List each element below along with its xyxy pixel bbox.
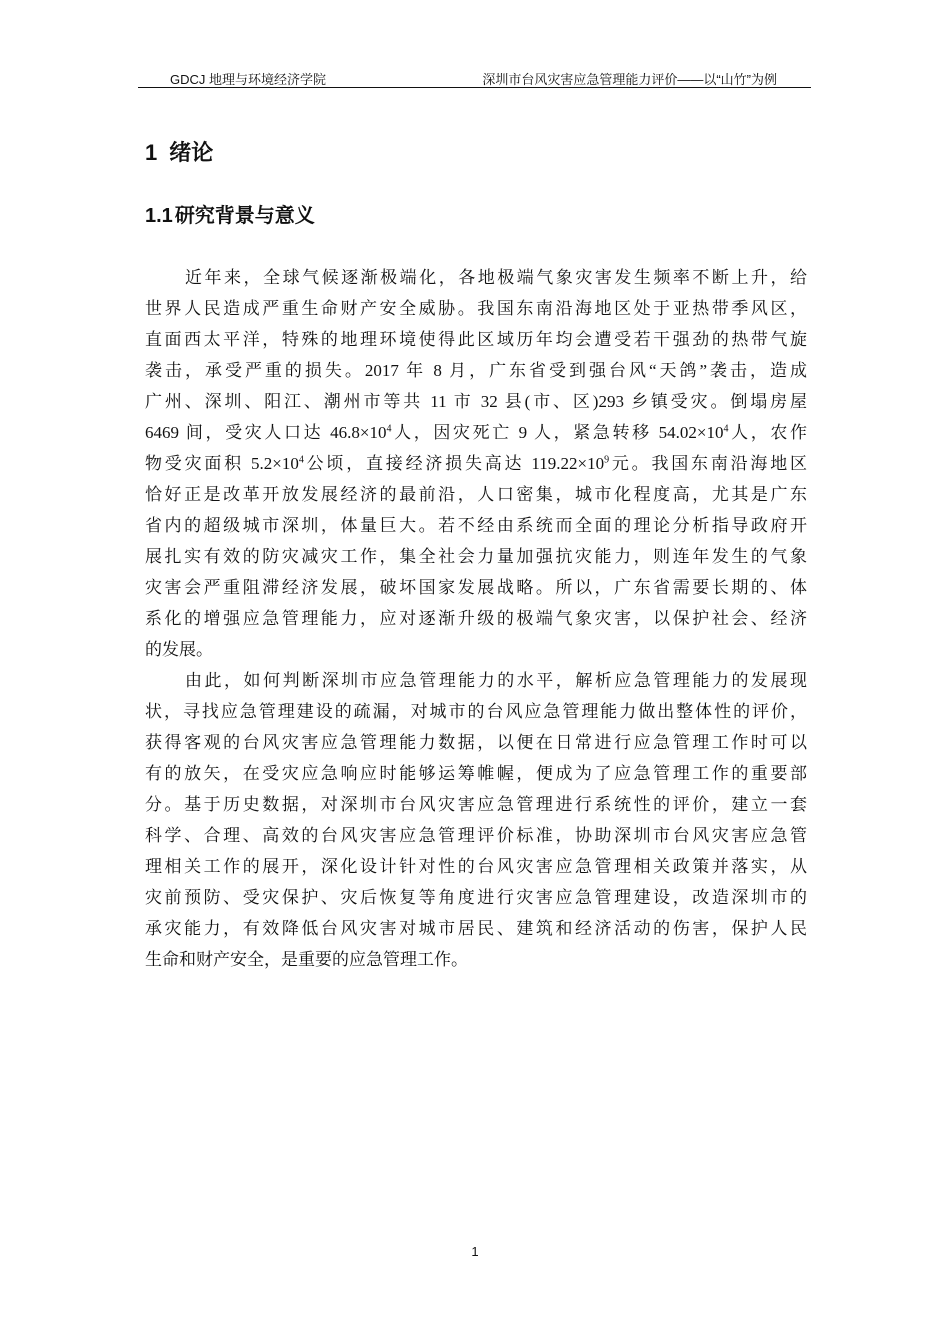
text-line: 状，寻找应急管理建设的疏漏，对城市的台风应急管理能力做出整体性的评价， [145, 702, 807, 721]
chapter-heading [145, 136, 213, 167]
text-run: 人，因灾死亡 9 人，紧急转移 54.02×10 [391, 423, 724, 442]
body-text [145, 262, 807, 975]
text-line [145, 448, 807, 479]
text-line: 展扎实有效的防灾减灾工作，集全社会力量加强抗灾能力，则连年发生的气象 [145, 547, 807, 566]
header-thesis-title: 深圳市台风灾害应急管理能力评价——以“山竹”为例 [482, 72, 777, 87]
text-line: 近年来，全球气候逐渐极端化，各地极端气象灾害发生频率不断上升，给 [185, 268, 807, 287]
text-line: 世界人民造成严重生命财产安全威胁。我国东南沿海地区处于亚热带季风区， [145, 299, 807, 318]
text-line: 的发展。 [145, 640, 213, 659]
superscript-exponent: 4 [723, 423, 729, 435]
page-number: 1 [471, 1244, 479, 1259]
text-line: 有的放矢，在受灾应急响应时能够运筹帷幄，便成为了应急管理工作的重要部 [145, 764, 807, 783]
text-line: 生命和财产安全，是重要的应急管理工作。 [145, 950, 468, 969]
text-run: 物受灾面积 5.2×10 [145, 454, 299, 473]
text-line: 广州、深圳、阳江、潮州市等共 11 市 32 县(市、区)293 乡镇受灾。倒塌房屋 [145, 392, 807, 411]
superscript-exponent: 4 [298, 454, 304, 466]
page-header [138, 66, 811, 88]
section-heading [145, 199, 315, 228]
paragraph-1 [145, 262, 807, 665]
text-line: 科学、合理、高效的台风灾害应急管理评价标准，协助深圳市台风灾害应急管 [145, 826, 807, 845]
text-line: 分。基于历史数据，对深圳市台风灾害应急管理进行系统性的评价，建立一套 [145, 795, 807, 814]
text-line: 直面西太平洋，特殊的地理环境使得此区域历年均会遭受若干强劲的热带气旋 [145, 330, 807, 349]
section-title: 研究背景与意义 [174, 205, 315, 227]
text-line: 恰好正是改革开放发展经济的最前沿，人口密集，城市化程度高，尤其是广东 [145, 485, 807, 504]
text-line [145, 417, 807, 448]
text-line: 由此，如何判断深圳市应急管理能力的水平，解析应急管理能力的发展现 [185, 671, 807, 690]
text-line: 系化的增强应急管理能力，应对逐渐升级的极端气象灾害，以保护社会、经济 [145, 609, 807, 628]
header-institution: GDCJ 地理与环境经济学院 [170, 72, 327, 87]
text-line: 灾害会严重阻滞经济发展，破坏国家发展战略。所以，广东省需要长期的、体 [145, 578, 807, 597]
chapter-number: 1 [145, 140, 158, 165]
text-run: 元。我国东南沿海地区 [609, 454, 808, 473]
superscript-exponent: 9 [604, 454, 610, 466]
text-line: 袭击，承受严重的损失。2017 年 8 月，广东省受到强台风“天鸽”袭击，造成 [145, 361, 807, 380]
text-run: 公顷，直接经济损失高达 119.22×10 [303, 454, 605, 473]
text-line: 承灾能力，有效降低台风灾害对城市居民、建筑和经济活动的伤害，保护人民 [145, 919, 807, 938]
text-line: 灾前预防、受灾保护、灾后恢复等角度进行灾害应急管理建设，改造深圳市的 [145, 888, 807, 907]
text-run: 6469 间，受灾人口达 46.8×10 [145, 423, 387, 442]
text-line: 省内的超级城市深圳，体量巨大。若不经由系统而全面的理论分析指导政府开 [145, 516, 807, 535]
chapter-title: 绪论 [169, 140, 214, 165]
paragraph-2 [145, 665, 807, 975]
text-run: 人，农作 [728, 423, 808, 442]
superscript-exponent: 4 [386, 423, 392, 435]
section-number: 1.1 [145, 205, 173, 227]
text-line: 获得客观的台风灾害应急管理能力数据，以便在日常进行应急管理工作时可以 [145, 733, 807, 752]
text-line: 理相关工作的展开，深化设计针对性的台风灾害应急管理相关政策并落实，从 [145, 857, 807, 876]
